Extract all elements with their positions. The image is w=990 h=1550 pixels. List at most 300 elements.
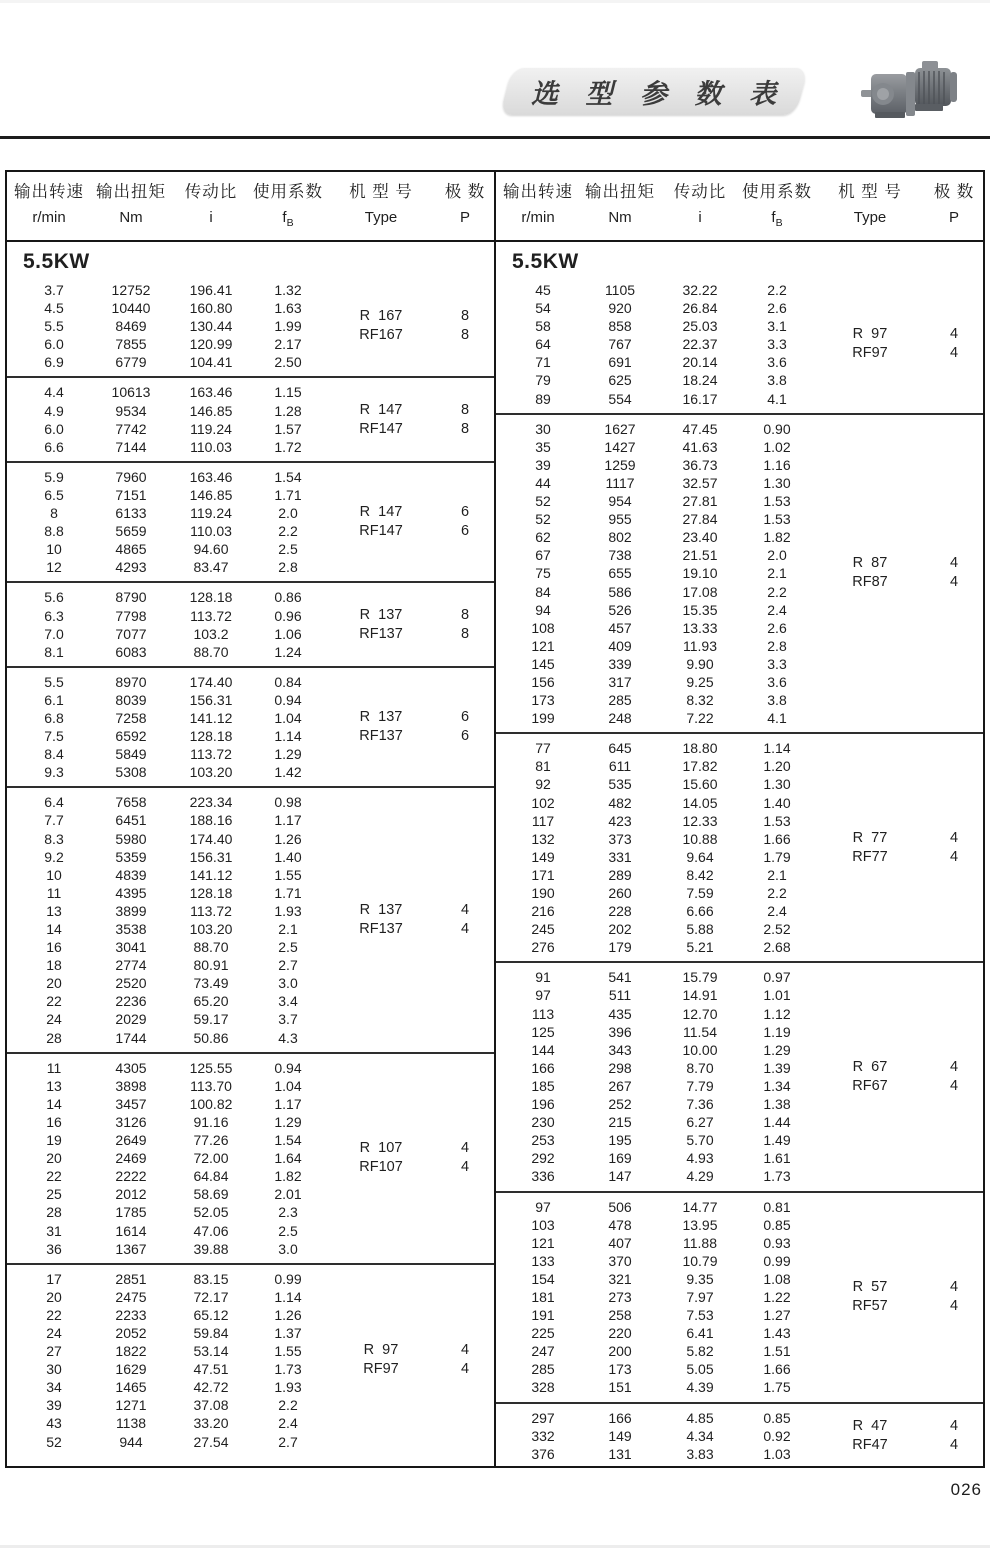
value-cell: 3.83: [686, 1445, 714, 1462]
page-title: 选 型 参 数 表: [531, 79, 787, 109]
value-cell: 3.6: [767, 354, 787, 371]
parameter-group: [7, 786, 494, 1051]
value-cell: 11.88: [683, 1234, 717, 1251]
value-cell: 2.7: [278, 1433, 298, 1450]
parameter-group: [7, 1052, 494, 1263]
value-cell: 39: [46, 1397, 62, 1414]
value-cell: 16: [46, 939, 62, 956]
model-type-label: R 137: [359, 902, 403, 918]
value-cell: 24: [46, 1324, 62, 1341]
value-cell: 3.0: [278, 1240, 298, 1257]
value-cell: 8469: [115, 318, 147, 335]
value-cell: 73.49: [193, 975, 229, 992]
value-cell: 10: [46, 866, 62, 883]
value-cell: 59.17: [193, 1011, 229, 1028]
value-cell: 67: [535, 547, 551, 564]
value-cell: 1.75: [763, 1379, 791, 1396]
value-cell: 1.29: [274, 746, 302, 763]
value-cell: 25.03: [682, 318, 718, 335]
value-cell: 7144: [115, 438, 147, 455]
model-type-cell: [814, 1409, 926, 1463]
value-cell: 128.18: [189, 728, 233, 745]
pole-count-label: 4: [460, 1342, 470, 1359]
value-cell: 145: [531, 655, 555, 672]
value-cell: 1.24: [274, 643, 302, 660]
value-cell: 185: [531, 1077, 555, 1094]
pole-count-label: 8: [460, 327, 470, 344]
value-cell: 1.72: [274, 438, 302, 455]
pole-count-label: 4: [949, 574, 959, 591]
value-cell: 11.93: [683, 637, 717, 654]
parameter-group: [496, 1402, 983, 1466]
value-cell: 149: [531, 848, 555, 865]
value-cell: 94: [535, 601, 551, 618]
value-cell: 328: [531, 1379, 555, 1396]
value-cell: 3.3: [767, 336, 787, 353]
value-cell: 9534: [115, 402, 147, 419]
value-cell: 34: [46, 1379, 62, 1396]
model-type-label: RF67: [852, 1077, 888, 1094]
value-cell: 7.0: [44, 625, 64, 642]
value-cell: 2.2: [278, 523, 298, 540]
value-cell: 24: [46, 1011, 62, 1028]
value-cell: 91: [535, 969, 551, 986]
value-cell: 247: [531, 1343, 555, 1360]
value-cell: 32.57: [682, 474, 718, 491]
parameter-group: [7, 461, 494, 582]
selection-table-left: [7, 172, 494, 1466]
col-unit-torque: Nm: [119, 209, 143, 226]
pole-count-cell: [437, 281, 493, 371]
col-unit-ratio: i: [698, 209, 702, 226]
value-cell: 42.72: [193, 1379, 229, 1396]
value-cell: 166: [608, 1409, 632, 1426]
value-cell: 7742: [115, 420, 147, 437]
col-unit-speed: r/min: [521, 209, 555, 226]
value-cell: 8.42: [686, 866, 714, 883]
value-cell: 1.02: [763, 438, 791, 455]
value-cell: 1117: [605, 474, 635, 491]
value-cell: 160.80: [189, 300, 233, 317]
value-cell: 1105: [604, 282, 636, 298]
value-cell: 1.57: [274, 420, 302, 437]
value-cell: 17.08: [682, 583, 718, 600]
value-cell: 28: [46, 1204, 62, 1221]
pole-count-label: 4: [949, 1279, 959, 1296]
model-type-label: RF147: [359, 420, 403, 437]
model-type-label: R 147: [359, 504, 403, 521]
value-cell: 2.17: [274, 336, 302, 353]
value-cell: 8970: [115, 673, 147, 690]
pole-count-cell: [926, 1409, 982, 1463]
value-cell: 83.47: [193, 559, 229, 576]
parameter-group: [496, 1191, 983, 1402]
value-cell: 215: [608, 1114, 632, 1131]
value-cell: 110.03: [190, 523, 232, 540]
value-cell: 18.24: [682, 372, 718, 389]
value-cell: 4.1: [767, 710, 787, 727]
value-cell: 409: [608, 637, 632, 654]
model-type-label: R 137: [359, 606, 403, 623]
value-cell: 2.2: [767, 583, 787, 600]
value-cell: 645: [608, 740, 632, 757]
value-cell: 1.14: [274, 1288, 302, 1305]
model-type-label: R 57: [852, 1279, 888, 1296]
value-cell: 20.14: [682, 354, 718, 371]
col-unit-poles: P: [459, 209, 470, 226]
value-cell: 2.3: [278, 1204, 298, 1221]
pole-count-label: 4: [949, 1298, 959, 1315]
value-cell: 1.37: [274, 1324, 302, 1341]
value-cell: 52: [46, 1433, 62, 1450]
value-cell: 2.50: [274, 354, 302, 371]
value-cell: 181: [531, 1288, 555, 1305]
value-cell: 37.08: [193, 1397, 229, 1414]
value-cell: 336: [531, 1168, 555, 1185]
value-cell: 285: [608, 692, 632, 709]
value-cell: 89: [535, 390, 551, 407]
value-cell: 6.41: [686, 1325, 714, 1342]
value-cell: 1.66: [763, 1361, 791, 1378]
col-header-speed: 输出转速: [14, 183, 84, 201]
pole-count-label: 4: [460, 1361, 470, 1378]
value-cell: 2012: [115, 1186, 147, 1203]
value-cell: 12.33: [682, 812, 718, 829]
value-cell: 691: [608, 354, 632, 371]
pole-count-cell: [437, 1059, 493, 1258]
value-cell: 3.7: [44, 282, 64, 298]
pole-count-cell: [926, 739, 982, 956]
value-cell: 423: [608, 812, 632, 829]
value-cell: 332: [531, 1427, 555, 1444]
value-cell: 944: [119, 1433, 143, 1450]
value-cell: 77.26: [193, 1132, 229, 1149]
value-cell: 113.72: [190, 902, 232, 919]
value-cell: 27: [46, 1343, 62, 1360]
value-cell: 457: [608, 619, 632, 636]
model-type-label: RF97: [363, 1361, 399, 1378]
value-cell: 4.1: [767, 390, 787, 407]
value-cell: 625: [608, 372, 632, 389]
value-cell: 27.84: [682, 511, 718, 528]
value-cell: 1.20: [763, 758, 791, 775]
value-cell: 1.30: [763, 776, 791, 793]
parameter-group: [7, 581, 494, 665]
value-cell: 3899: [115, 902, 147, 919]
value-cell: 84: [535, 583, 551, 600]
pole-count-label: 8: [460, 420, 470, 437]
pole-count-cell: [926, 281, 982, 408]
pole-count-label: 8: [460, 625, 470, 642]
pole-count-label: 4: [949, 345, 959, 362]
value-cell: 130.44: [189, 318, 233, 335]
value-cell: 6083: [115, 643, 147, 660]
value-cell: 5849: [115, 746, 147, 763]
value-cell: 141.12: [189, 709, 233, 726]
value-cell: 1785: [115, 1204, 147, 1221]
value-cell: 0.84: [274, 673, 302, 690]
model-type-label: RF167: [359, 327, 403, 344]
value-cell: 113.72: [190, 607, 232, 624]
value-cell: 9.25: [686, 673, 714, 690]
value-cell: 144: [531, 1041, 555, 1058]
value-cell: 22.37: [682, 336, 718, 353]
value-cell: 2.2: [767, 885, 787, 901]
value-cell: 13: [46, 902, 62, 919]
value-cell: 285: [531, 1361, 555, 1378]
value-cell: 2774: [115, 957, 147, 974]
value-cell: 36: [46, 1240, 62, 1257]
value-cell: 17.82: [682, 758, 718, 775]
value-cell: 9.35: [686, 1270, 714, 1287]
value-cell: 39: [535, 456, 551, 473]
parameter-group: [496, 413, 983, 733]
value-cell: 58: [535, 318, 551, 335]
gear-motor-image: [860, 58, 964, 130]
value-cell: 88.70: [193, 643, 229, 660]
model-type-label: R 107: [359, 1140, 403, 1157]
value-cell: 12.70: [682, 1005, 718, 1022]
value-cell: 1.71: [274, 884, 302, 901]
value-cell: 156.31: [189, 691, 233, 708]
value-cell: 4.29: [686, 1168, 714, 1185]
value-cell: 9.90: [686, 655, 714, 672]
power-rating-label: 5.5KW: [23, 250, 90, 273]
value-cell: 156: [531, 673, 555, 690]
value-cell: 16.17: [682, 390, 718, 407]
value-cell: 171: [531, 866, 555, 883]
value-cell: 117: [531, 812, 555, 829]
value-cell: 81: [535, 758, 551, 775]
value-cell: 88.70: [193, 939, 229, 956]
value-cell: 2520: [115, 975, 147, 992]
value-cell: 8.1: [44, 643, 64, 660]
value-cell: 2.0: [767, 547, 787, 564]
value-cell: 2.2: [767, 282, 787, 298]
value-cell: 3.0: [278, 975, 298, 992]
value-cell: 100.82: [189, 1095, 233, 1112]
value-cell: 97: [535, 987, 551, 1004]
col-header-poles: 极 数: [444, 183, 486, 201]
value-cell: 267: [608, 1077, 632, 1094]
value-cell: 7258: [115, 709, 147, 726]
value-cell: 8.3: [44, 830, 64, 847]
value-cell: 1.30: [763, 474, 791, 491]
value-cell: 253: [531, 1132, 555, 1149]
value-cell: 0.92: [763, 1427, 791, 1444]
value-cell: 166: [531, 1059, 555, 1076]
pole-count-label: 4: [949, 829, 959, 846]
value-cell: 7.7: [44, 812, 64, 829]
value-cell: 174.40: [189, 673, 233, 690]
pole-count-cell: [437, 588, 493, 660]
value-cell: 146.85: [189, 402, 233, 419]
value-cell: 15.60: [682, 776, 718, 793]
value-cell: 0.96: [274, 607, 302, 624]
parameter-group: [7, 666, 494, 787]
value-cell: 2.8: [278, 559, 298, 576]
value-cell: 58.69: [193, 1186, 229, 1203]
value-cell: 18: [46, 957, 62, 974]
value-cell: 13.33: [682, 619, 718, 636]
value-cell: 1.64: [274, 1150, 302, 1167]
value-cell: 1627: [604, 420, 636, 437]
value-cell: 1.29: [274, 1113, 302, 1130]
page-title-badge: [500, 68, 809, 115]
col-unit-speed: r/min: [32, 209, 66, 226]
parameter-group: [496, 961, 983, 1190]
pole-count-label: 4: [949, 1417, 959, 1434]
value-cell: 2.4: [767, 601, 787, 618]
value-cell: 1.40: [763, 794, 791, 811]
value-cell: 7798: [115, 607, 147, 624]
pole-count-cell: [926, 968, 982, 1185]
value-cell: 1.15: [274, 384, 302, 401]
model-type-cell: [814, 739, 926, 956]
value-cell: 125: [531, 1023, 555, 1040]
pole-count-label: 4: [460, 1159, 470, 1176]
value-cell: 541: [608, 969, 632, 986]
value-cell: 1.27: [763, 1307, 791, 1324]
pole-count-label: 4: [949, 326, 959, 343]
value-cell: 200: [608, 1343, 632, 1360]
value-cell: 1.49: [763, 1132, 791, 1149]
value-cell: 1.82: [763, 529, 791, 546]
value-cell: 317: [608, 673, 632, 690]
value-cell: 65.12: [193, 1306, 229, 1323]
value-cell: 225: [531, 1325, 555, 1342]
pole-count-label: 4: [949, 1077, 959, 1094]
value-cell: 1.38: [763, 1096, 791, 1113]
value-cell: 1.53: [763, 493, 791, 510]
value-cell: 12: [46, 559, 62, 576]
value-cell: 64: [535, 336, 551, 353]
pole-count-label: 8: [460, 308, 470, 325]
value-cell: 174.40: [189, 830, 233, 847]
value-cell: 0.86: [274, 589, 302, 606]
value-cell: 199: [531, 710, 555, 727]
value-cell: 1.03: [763, 1445, 791, 1462]
value-cell: 2.0: [278, 505, 298, 522]
value-cell: 5.05: [686, 1361, 714, 1378]
value-cell: 655: [608, 565, 632, 582]
value-cell: 45: [535, 282, 551, 298]
value-cell: 4.93: [686, 1150, 714, 1167]
value-cell: 2.5: [278, 1222, 298, 1239]
value-cell: 3.6: [767, 673, 787, 690]
pole-count-label: 4: [460, 902, 470, 918]
pole-count-label: 4: [949, 848, 959, 865]
value-cell: 5.6: [44, 589, 64, 606]
pole-count-cell: [437, 673, 493, 782]
parameter-group: [7, 376, 494, 460]
value-cell: 50.86: [193, 1029, 229, 1046]
value-cell: 92: [535, 776, 551, 793]
value-cell: 119.24: [190, 420, 232, 437]
value-cell: 1.53: [763, 812, 791, 829]
pole-count-label: 8: [460, 401, 470, 418]
value-cell: 77: [535, 740, 551, 757]
selection-table-right: [496, 172, 983, 1466]
value-cell: 6.0: [44, 336, 64, 353]
value-cell: 1.51: [763, 1343, 791, 1360]
value-cell: 6592: [115, 728, 147, 745]
pole-count-cell: [926, 420, 982, 728]
value-cell: 14: [46, 1095, 62, 1112]
pole-count-label: 4: [949, 555, 959, 572]
value-cell: 1.16: [763, 456, 791, 473]
value-cell: 128.18: [189, 884, 233, 901]
value-cell: 147: [608, 1168, 632, 1185]
value-cell: 554: [608, 390, 632, 407]
value-cell: 2.6: [767, 300, 787, 317]
value-cell: 1.93: [274, 902, 302, 919]
value-cell: 3898: [115, 1077, 147, 1094]
model-type-label: RF87: [852, 574, 888, 591]
value-cell: 54: [535, 300, 551, 317]
value-cell: 36.73: [682, 456, 718, 473]
value-cell: 8039: [115, 691, 147, 708]
value-cell: 5.5: [44, 673, 64, 690]
value-cell: 6.1: [44, 691, 64, 708]
model-type-cell: [814, 968, 926, 1185]
value-cell: 2222: [115, 1168, 147, 1185]
value-cell: 30: [46, 1361, 62, 1378]
value-cell: 32.22: [682, 282, 718, 298]
value-cell: 9.2: [44, 848, 64, 865]
value-cell: 1.71: [274, 486, 302, 503]
value-cell: 1138: [115, 1415, 147, 1432]
value-cell: 169: [608, 1150, 632, 1167]
groups-container-left: [7, 276, 494, 1456]
col-header-speed: 输出转速: [503, 183, 573, 201]
pole-count-label: 8: [460, 606, 470, 623]
pole-count-label: 4: [949, 1058, 959, 1075]
value-cell: 18.80: [682, 740, 718, 757]
power-rating-label: 5.5KW: [512, 250, 579, 273]
value-cell: 2469: [115, 1150, 147, 1167]
value-cell: 1.73: [274, 1361, 302, 1378]
value-cell: 1.29: [763, 1041, 791, 1058]
value-cell: 173: [531, 692, 555, 709]
value-cell: 28: [46, 1029, 62, 1046]
value-cell: 7855: [115, 336, 147, 353]
value-cell: 3.1: [767, 318, 787, 335]
value-cell: 2649: [115, 1132, 147, 1149]
value-cell: 3.4: [278, 993, 298, 1010]
value-cell: 2052: [115, 1324, 147, 1341]
value-cell: 482: [608, 794, 632, 811]
value-cell: 586: [608, 583, 632, 600]
value-cell: 121: [531, 637, 555, 654]
value-cell: 1.55: [274, 1343, 302, 1360]
col-unit-poles: P: [948, 209, 959, 226]
value-cell: 1.01: [763, 987, 791, 1004]
value-cell: 20: [46, 1288, 62, 1305]
model-type-label: R 167: [359, 308, 403, 325]
value-cell: 611: [608, 758, 632, 775]
value-cell: 11: [46, 884, 62, 901]
value-cell: 1.79: [763, 848, 791, 865]
value-cell: 1.73: [763, 1168, 791, 1185]
value-cell: 64.84: [193, 1168, 229, 1185]
value-cell: 1.04: [274, 709, 302, 726]
model-type-label: RF97: [852, 345, 888, 362]
value-cell: 2.1: [767, 565, 787, 582]
value-cell: 22: [46, 1168, 62, 1185]
value-cell: 121: [531, 1234, 555, 1251]
value-cell: 1.17: [274, 1095, 302, 1112]
